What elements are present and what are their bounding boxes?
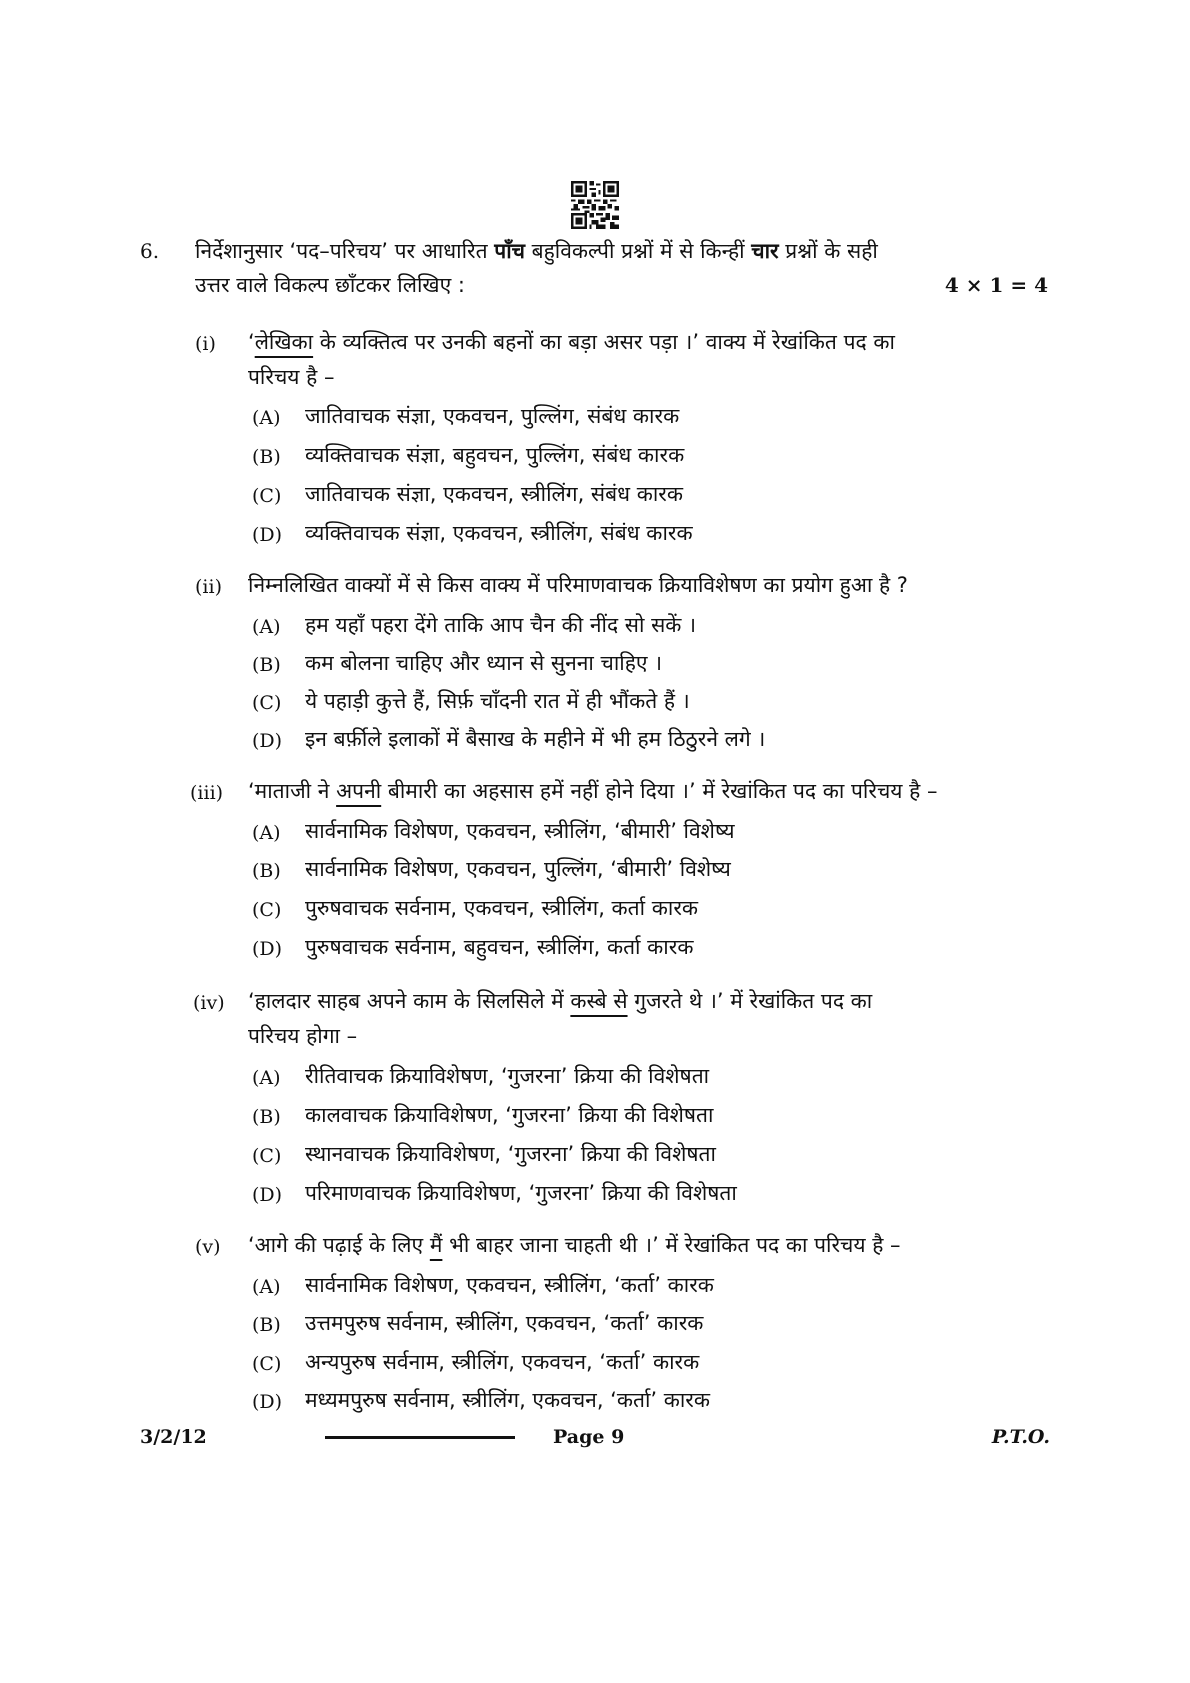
instruction-text: निर्देशानुसार ‘पद–परिचय’ पर आधारित: [195, 239, 495, 263]
option-label: (B): [252, 860, 281, 882]
option-label: (A): [252, 616, 281, 638]
option-label: (B): [252, 654, 281, 676]
option-text: व्यक्तिवाचक संज्ञा, एकवचन, स्त्रीलिंग, संबंध कारक: [305, 521, 693, 545]
option-row: [252, 894, 281, 925]
instruction-bold-four: चार: [751, 239, 779, 263]
option-label: (B): [252, 1314, 281, 1336]
option-row: [252, 687, 281, 718]
question-number: 6.: [140, 239, 160, 263]
option-text: रीतिवाचक क्रियाविशेषण, ‘गुजरना’ क्रिया की विशेषता: [305, 1064, 710, 1088]
option-label: (C): [252, 692, 282, 714]
option-label: (B): [252, 446, 281, 468]
option-label: (A): [252, 822, 281, 844]
subquestion-label: (iv): [193, 992, 225, 1014]
underlined-term: कस्बे से: [570, 989, 628, 1013]
instruction-bold-five: पाँच: [494, 239, 525, 263]
option-text: व्यक्तिवाचक संज्ञा, बहुवचन, पुल्लिंग, संबंध कारक: [305, 443, 685, 467]
prompt-text: बीमारी का अहसास हमें नहीं होने दिया ।’ में रेखांकित पद का परिचय है –: [381, 779, 938, 803]
subquestion-prompt: [248, 327, 895, 357]
underlined-term: मैं: [429, 1233, 443, 1257]
instruction-text: प्रश्नों के सही: [778, 239, 878, 263]
option-text: सार्वनामिक विशेषण, एकवचन, पुल्लिंग, ‘बीमारी’ विशेष्य: [305, 857, 731, 881]
option-row: [252, 817, 281, 848]
subquestion-label: (iii): [190, 782, 224, 804]
qr-code-icon: [571, 181, 619, 229]
option-label: (D): [252, 730, 283, 752]
please-turn-over: P.T.O.: [991, 1426, 1050, 1448]
underlined-term: अपनी: [336, 779, 382, 803]
option-row: [252, 933, 282, 964]
option-text: जातिवाचक संज्ञा, एकवचन, पुल्लिंग, संबंध कारक: [305, 404, 680, 428]
footer-divider: [325, 1436, 515, 1439]
option-text: जातिवाचक संज्ञा, एकवचन, स्त्रीलिंग, संबंध कारक: [305, 482, 683, 506]
option-text: पुरुषवाचक सर्वनाम, बहुवचन, स्त्रीलिंग, कर्ता कारक: [305, 935, 694, 959]
option-label: (B): [252, 1106, 281, 1128]
option-text: सार्वनामिक विशेषण, एकवचन, स्त्रीलिंग, ‘कर्ता’ कारक: [305, 1273, 714, 1297]
option-row: [252, 1271, 281, 1302]
option-label: (C): [252, 899, 282, 921]
option-text: अन्यपुरुष सर्वनाम, स्त्रीलिंग, एकवचन, ‘कर्ता’ कारक: [305, 1350, 700, 1374]
option-row: [252, 1386, 282, 1417]
paper-code: 3/2/12: [140, 1426, 207, 1448]
option-row: [252, 1179, 282, 1210]
prompt-text: निम्नलिखित वाक्यों में से किस वाक्य में परिमाणवाचक क्रियाविशेषण का प्रयोग हुआ है ?: [248, 573, 908, 597]
option-label: (D): [252, 938, 283, 960]
option-row: [252, 1309, 281, 1340]
option-text: उत्तमपुरुष सर्वनाम, स्त्रीलिंग, एकवचन, ‘कर्ता’ कारक: [305, 1311, 704, 1335]
option-row: [252, 855, 281, 886]
option-text: स्थानवाचक क्रियाविशेषण, ‘गुजरना’ क्रिया की विशेषता: [305, 1142, 716, 1166]
option-label: (A): [252, 1067, 281, 1089]
option-text: सार्वनामिक विशेषण, एकवचन, स्त्रीलिंग, ‘बीमारी’ विशेष्य: [305, 819, 735, 843]
option-text: ये पहाड़ी कुत्ते हैं, सिर्फ़ चाँदनी रात में ही भौंकते हैं ।: [305, 689, 690, 713]
subquestion-prompt: [248, 1230, 901, 1260]
prompt-text: के व्यक्तित्व पर उनकी बहनों का बड़ा असर पड़ा ।’ वाक्य में रेखांकित पद का: [313, 330, 895, 354]
option-text: परिमाणवाचक क्रियाविशेषण, ‘गुजरना’ क्रिया की विशेषता: [305, 1181, 737, 1205]
prompt-text: ‘हालदार साहब अपने काम के सिलसिले में: [248, 989, 571, 1013]
option-row: [252, 1101, 281, 1132]
option-row: [252, 649, 281, 680]
option-row: [252, 1140, 281, 1171]
option-label: (C): [252, 485, 282, 507]
subquestion-label: (v): [195, 1236, 221, 1258]
option-row: [252, 1062, 281, 1093]
option-label: (C): [252, 1145, 282, 1167]
marks-allocation: 4 × 1 = 4: [944, 273, 1048, 297]
question-instruction-line2: उत्तर वाले विकल्प छाँटकर लिखिए :: [195, 273, 465, 297]
prompt-text: ‘: [248, 330, 255, 354]
option-text: मध्यमपुरुष सर्वनाम, स्त्रीलिंग, एकवचन, ‘कर्ता’ कारक: [305, 1388, 711, 1412]
instruction-text: बहुविकल्पी प्रश्नों में से किन्हीं: [524, 239, 752, 263]
option-row: [252, 519, 282, 550]
page-number: Page 9: [553, 1426, 625, 1448]
option-label: (D): [252, 524, 283, 546]
option-label: (A): [252, 1276, 281, 1298]
prompt-text: भी बाहर जाना चाहती थी ।’ में रेखांकित पद का परिचय है –: [442, 1233, 901, 1257]
option-text: इन बर्फ़ीले इलाकों में बैसाख के महीने में भी हम ठिठुरने लगे ।: [305, 727, 766, 751]
option-row: [252, 441, 281, 472]
prompt-text: ‘माताजी ने: [248, 779, 337, 803]
prompt-text: ‘आगे की पढ़ाई के लिए: [248, 1233, 430, 1257]
subquestion-prompt: [248, 776, 937, 806]
option-text: कम बोलना चाहिए और ध्यान से सुनना चाहिए ।: [305, 651, 663, 675]
underlined-term: लेखिका: [254, 330, 314, 354]
option-row: [252, 480, 281, 511]
question-instruction-line1: [195, 236, 878, 266]
option-label: (C): [252, 1353, 282, 1375]
option-row: [252, 402, 281, 433]
option-row: [252, 611, 281, 642]
subquestion-prompt: [248, 986, 872, 1016]
subquestion-prompt-cont: परिचय होगा –: [248, 1024, 358, 1048]
prompt-text: गुजरते थे ।’ में रेखांकित पद का: [627, 989, 873, 1013]
subquestion-label: (ii): [195, 576, 222, 598]
option-row: [252, 725, 282, 756]
option-row: [252, 1348, 281, 1379]
option-text: हम यहाँ पहरा देंगे ताकि आप चैन की नींद सो सकें ।: [305, 613, 697, 637]
option-text: कालवाचक क्रियाविशेषण, ‘गुजरना’ क्रिया की विशेषता: [305, 1103, 714, 1127]
subquestion-prompt-cont: परिचय है –: [248, 365, 335, 389]
subquestion-label: (i): [195, 333, 216, 355]
option-text: पुरुषवाचक सर्वनाम, एकवचन, स्त्रीलिंग, कर्ता कारक: [305, 896, 699, 920]
option-label: (D): [252, 1184, 283, 1206]
option-label: (D): [252, 1391, 283, 1413]
subquestion-prompt: [248, 570, 908, 600]
option-label: (A): [252, 407, 281, 429]
